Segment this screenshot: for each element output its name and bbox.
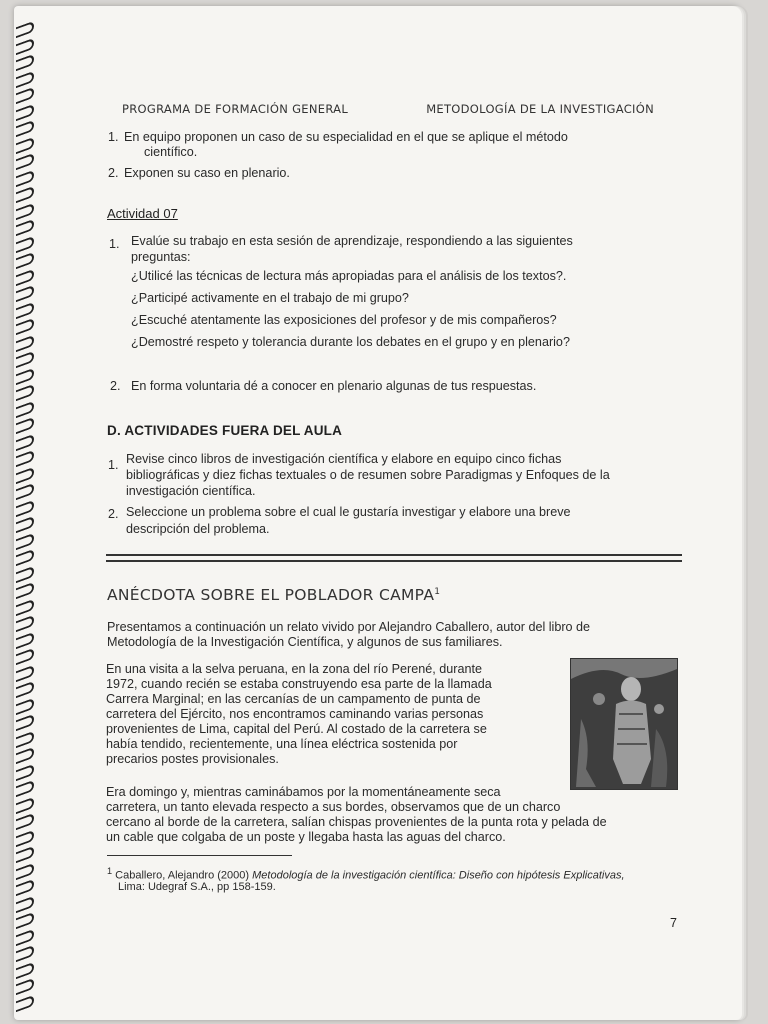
binding-coil	[16, 796, 34, 814]
binding-coil	[16, 169, 34, 187]
binding-coil	[16, 763, 34, 781]
list-item-text: Revise cinco libros de investigación científica y elabore en equipo cinco fichas	[126, 452, 562, 466]
binding-coil	[16, 136, 34, 154]
question-item: ¿Demostré respeto y tolerancia durante los debates en el grupo y en plenario?	[131, 335, 570, 349]
binding-coil	[16, 483, 34, 501]
activity-title: Actividad 07	[107, 206, 178, 221]
paragraph-line: carretera del Ejército, nos encontramos caminando varias personas	[106, 707, 484, 721]
list-item-text: Exponen su caso en plenario.	[124, 166, 290, 180]
question-item: ¿Utilicé las técnicas de lectura más apropiadas para el análisis de los textos?.	[131, 269, 567, 283]
binding-coil	[16, 37, 34, 55]
binding-coil	[16, 334, 34, 352]
binding-coil	[16, 103, 34, 121]
section-title: D. ACTIVIDADES FUERA DEL AULA	[107, 423, 343, 438]
binding-coil	[16, 153, 34, 171]
page-number: 7	[670, 916, 677, 930]
spiral-binding	[14, 24, 36, 1024]
binding-coil	[16, 978, 34, 996]
binding-coil	[16, 252, 34, 270]
binding-coil	[16, 664, 34, 682]
footnote-line: Lima: Udegraf S.A., pp 158-159.	[118, 881, 276, 893]
binding-coil	[16, 862, 34, 880]
list-item-number: 1.	[109, 237, 120, 251]
paragraph-line: Era domingo y, mientras caminábamos por la momentáneamente seca	[106, 785, 501, 799]
header-program: PROGRAMA DE FORMACIÓN GENERAL	[122, 102, 349, 116]
intro-line: Metodología de la Investigación Científica, y algunos de sus familiares.	[107, 635, 503, 649]
binding-coil	[16, 351, 34, 369]
paragraph-line: había tendido, recientemente, una línea eléctrica sostenida por	[106, 737, 458, 751]
document-page	[14, 6, 742, 1020]
binding-coil	[16, 846, 34, 864]
binding-coil	[16, 417, 34, 435]
divider	[106, 554, 682, 556]
binding-coil	[16, 813, 34, 831]
activity-instruction: preguntas:	[131, 250, 191, 264]
list-item-text: descripción del problema.	[126, 522, 270, 536]
list-item-number: 2.	[108, 507, 119, 521]
footnote-book-title: Metodología de la investigación científica: Diseño con hipótesis Explicativas,	[252, 869, 625, 882]
footnote-number: 1	[107, 866, 113, 876]
binding-coil	[16, 70, 34, 88]
binding-coil	[16, 961, 34, 979]
header-course: METODOLOGÍA DE LA INVESTIGACIÓN	[426, 102, 654, 116]
binding-coil	[16, 367, 34, 385]
list-item-number: 2.	[110, 379, 121, 393]
footnote-marker: 1	[434, 586, 441, 597]
list-item-number: 1.	[108, 458, 119, 472]
divider	[106, 560, 682, 562]
binding-coil	[16, 87, 34, 105]
list-item-text: investigación científica.	[126, 484, 256, 498]
anecdote-title-text: ANÉCDOTA SOBRE EL POBLADOR CAMPA	[107, 586, 435, 604]
binding-coil	[16, 433, 34, 451]
binding-coil	[16, 120, 34, 138]
binding-coil	[16, 384, 34, 402]
binding-coil	[16, 879, 34, 897]
binding-coil	[16, 21, 34, 39]
activity-instruction: Evalúe su trabajo en esta sesión de aprendizaje, respondiendo a las siguientes	[131, 234, 573, 248]
binding-coil	[16, 697, 34, 715]
list-item-text: bibliográficas y diez fichas textuales o de resumen sobre Paradigmas y Enfoques de la	[126, 468, 610, 482]
list-item-number: 1.	[108, 130, 119, 144]
paragraph-line: provenientes de Lima, capital del Perú. Al costado de la carretera se	[106, 722, 487, 736]
binding-coil	[16, 549, 34, 567]
paragraph-line: Carrera Marginal; en las cercanías de un campamento de punta de	[106, 692, 481, 706]
binding-coil	[16, 565, 34, 583]
binding-coil	[16, 598, 34, 616]
binding-coil	[16, 829, 34, 847]
paragraph-line: un cable que colgaba de un poste y llegaba hasta las aguas del charco.	[106, 830, 506, 844]
binding-coil	[16, 400, 34, 418]
binding-coil	[16, 681, 34, 699]
binding-coil	[16, 219, 34, 237]
binding-coil	[16, 466, 34, 484]
binding-coil	[16, 631, 34, 649]
footnote-author: Caballero, Alejandro (2000)	[112, 869, 253, 882]
binding-coil	[16, 615, 34, 633]
anecdote-title	[107, 586, 440, 604]
binding-coil	[16, 186, 34, 204]
binding-coil	[16, 235, 34, 253]
list-item-text: científico.	[144, 145, 198, 159]
campa-photo	[570, 658, 678, 790]
paragraph-line: 1972, cuando recién se estaba construyendo esa parte de la llamada	[106, 677, 492, 691]
binding-coil	[16, 450, 34, 468]
binding-coil	[16, 516, 34, 534]
binding-coil	[16, 780, 34, 798]
binding-coil	[16, 202, 34, 220]
figure-silhouette-icon	[571, 659, 677, 789]
question-item: ¿Participé activamente en el trabajo de mi grupo?	[131, 291, 409, 305]
binding-coil	[16, 895, 34, 913]
binding-coil	[16, 994, 34, 1012]
binding-coil	[16, 730, 34, 748]
list-item-number: 2.	[108, 166, 119, 180]
activity-instruction: En forma voluntaria dé a conocer en plenario algunas de tus respuestas.	[131, 379, 537, 393]
list-item-text: Seleccione un problema sobre el cual le gustaría investigar y elabore una breve	[126, 505, 571, 519]
paragraph-line: cercano al borde de la carretera, salían chispas provenientes de la punta rota y pelada de	[106, 815, 607, 829]
footnote-rule	[107, 855, 292, 856]
binding-coil	[16, 268, 34, 286]
binding-coil	[16, 747, 34, 765]
binding-coil	[16, 928, 34, 946]
paragraph-line: precarios postes provisionales.	[106, 752, 279, 766]
binding-coil	[16, 301, 34, 319]
paragraph-line: carretera, un tanto elevada respecto a sus bordes, observamos que de un charco	[106, 800, 561, 814]
paragraph-line: En una visita a la selva peruana, en la zona del río Perené, durante	[106, 662, 482, 676]
binding-coil	[16, 285, 34, 303]
binding-coil	[16, 582, 34, 600]
binding-coil	[16, 714, 34, 732]
binding-coil	[16, 54, 34, 72]
binding-coil	[16, 945, 34, 963]
intro-line: Presentamos a continuación un relato vivido por Alejandro Caballero, autor del libro de	[107, 620, 591, 634]
binding-coil	[16, 318, 34, 336]
binding-coil	[16, 912, 34, 930]
binding-coil	[16, 532, 34, 550]
question-item: ¿Escuché atentamente las exposiciones del profesor y de mis compañeros?	[131, 313, 557, 327]
binding-coil	[16, 499, 34, 517]
binding-coil	[16, 648, 34, 666]
list-item-text: En equipo proponen un caso de su especialidad en el que se aplique el método	[124, 130, 568, 144]
